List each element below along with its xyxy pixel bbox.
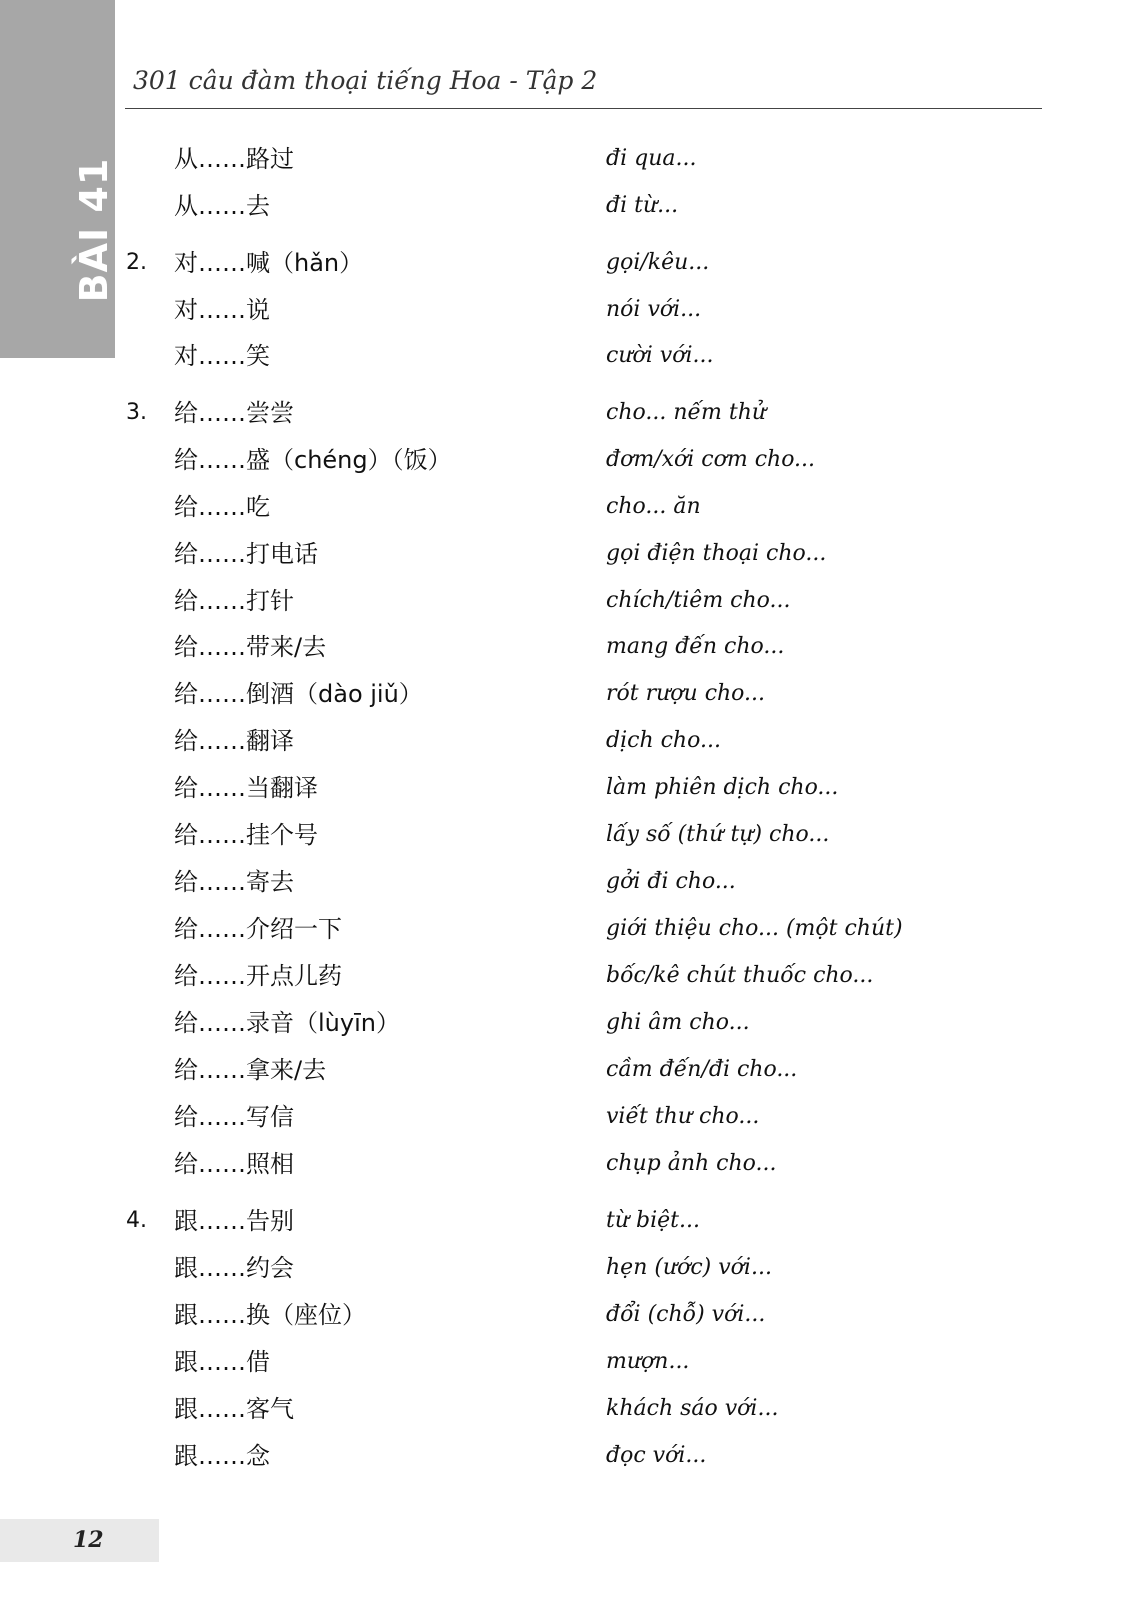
vietnamese-meaning: mang đến cho... <box>606 634 785 659</box>
vocab-row <box>0 1248 1142 1288</box>
vietnamese-meaning: đi qua... <box>606 146 697 171</box>
vocab-row <box>0 1295 1142 1335</box>
vietnamese-meaning: bốc/kê chút thuốc cho... <box>606 963 874 988</box>
chinese-phrase: 跟……换（座位） <box>174 1301 366 1329</box>
chinese-phrase: 对……说 <box>174 296 270 324</box>
vietnamese-meaning: dịch cho... <box>606 728 721 753</box>
vietnamese-meaning: đọc với... <box>606 1443 707 1468</box>
item-number: 4. <box>126 1208 147 1233</box>
vocab-row <box>0 815 1142 855</box>
vocab-row <box>0 627 1142 667</box>
chinese-phrase: 跟……借 <box>174 1348 270 1376</box>
chinese-phrase: 给……盛（chéng）（饭） <box>174 446 452 474</box>
vietnamese-meaning: gọi điện thoại cho... <box>606 541 827 566</box>
chinese-phrase: 给……打电话 <box>174 540 318 568</box>
chinese-phrase: 给……介绍一下 <box>174 915 342 943</box>
chinese-phrase: 跟……告别 <box>174 1207 294 1235</box>
vocab-row <box>0 336 1142 376</box>
running-header: 301 câu đàm thoại tiếng Hoa - Tập 2 <box>133 66 598 95</box>
vocab-row <box>0 768 1142 808</box>
chinese-phrase: 给……吃 <box>174 493 270 521</box>
vocab-row <box>0 1342 1142 1382</box>
vietnamese-meaning: đơm/xới cơm cho... <box>606 447 816 472</box>
vocab-row <box>0 862 1142 902</box>
vocab-row <box>0 487 1142 527</box>
vocab-row <box>0 581 1142 621</box>
vocab-row <box>0 186 1142 226</box>
vocab-row <box>0 1436 1142 1476</box>
vietnamese-meaning: lấy số (thứ tự) cho... <box>606 822 830 847</box>
vietnamese-meaning: từ biệt... <box>606 1208 700 1233</box>
vietnamese-meaning: cho... nếm thử <box>606 400 767 425</box>
vocab-row <box>0 440 1142 480</box>
vietnamese-meaning: cười với... <box>606 343 714 368</box>
chinese-phrase: 给……打针 <box>174 587 294 615</box>
header-rule <box>125 108 1042 109</box>
chinese-phrase: 给……带来/去 <box>174 633 327 661</box>
chinese-phrase: 对……喊（hǎn） <box>174 249 364 277</box>
vietnamese-meaning: giới thiệu cho... (một chút) <box>606 916 903 941</box>
chinese-phrase: 给……倒酒（dào jiǔ） <box>174 680 423 708</box>
vocab-row <box>0 393 1142 433</box>
vietnamese-meaning: hẹn (ước) với... <box>606 1255 772 1280</box>
chinese-phrase: 给……拿来/去 <box>174 1056 327 1084</box>
chinese-phrase: 给……挂个号 <box>174 821 318 849</box>
vocab-row <box>0 1050 1142 1090</box>
lesson-tab-label: BÀI 41 <box>72 157 116 303</box>
vietnamese-meaning: gởi đi cho... <box>606 869 736 894</box>
chinese-phrase: 从……去 <box>174 192 270 220</box>
vietnamese-meaning: cho... ăn <box>606 494 701 519</box>
chinese-phrase: 给……寄去 <box>174 868 294 896</box>
vocab-row <box>0 1389 1142 1429</box>
vietnamese-meaning: đi từ... <box>606 193 679 218</box>
chinese-phrase: 给……翻译 <box>174 727 294 755</box>
vietnamese-meaning: ghi âm cho... <box>606 1010 750 1035</box>
chinese-phrase: 给……尝尝 <box>174 399 294 427</box>
chinese-phrase: 跟……约会 <box>174 1254 294 1282</box>
vocab-row <box>0 534 1142 574</box>
chinese-phrase: 给……写信 <box>174 1103 294 1131</box>
vietnamese-meaning: gọi/kêu... <box>606 250 710 275</box>
vocab-row <box>0 1097 1142 1137</box>
chinese-phrase: 给……录音（lùyīn） <box>174 1009 400 1037</box>
vocab-row <box>0 674 1142 714</box>
vietnamese-meaning: mượn... <box>606 1349 690 1374</box>
page-number: 12 <box>73 1527 104 1553</box>
vocab-row <box>0 1003 1142 1043</box>
chinese-phrase: 从……路过 <box>174 145 294 173</box>
vocab-row <box>0 1201 1142 1241</box>
item-number: 3. <box>126 400 147 425</box>
vietnamese-meaning: nói với... <box>606 297 702 322</box>
vocab-row <box>0 956 1142 996</box>
vocab-row <box>0 1144 1142 1184</box>
vietnamese-meaning: chích/tiêm cho... <box>606 588 791 613</box>
vietnamese-meaning: rót rượu cho... <box>606 681 766 706</box>
vietnamese-meaning: khách sáo với... <box>606 1396 779 1421</box>
vocab-row <box>0 290 1142 330</box>
chinese-phrase: 跟……念 <box>174 1442 270 1470</box>
chinese-phrase: 给……照相 <box>174 1150 294 1178</box>
chinese-phrase: 对……笑 <box>174 342 270 370</box>
vocab-row <box>0 243 1142 283</box>
vietnamese-meaning: cầm đến/đi cho... <box>606 1057 798 1082</box>
vocab-row <box>0 909 1142 949</box>
vietnamese-meaning: viết thư cho... <box>606 1104 760 1129</box>
chinese-phrase: 给……当翻译 <box>174 774 318 802</box>
vocab-row <box>0 721 1142 761</box>
vocab-row <box>0 139 1142 179</box>
vietnamese-meaning: đổi (chỗ) với... <box>606 1302 766 1327</box>
chinese-phrase: 给……开点儿药 <box>174 962 342 990</box>
vietnamese-meaning: chụp ảnh cho... <box>606 1151 777 1176</box>
item-number: 2. <box>126 250 147 275</box>
chinese-phrase: 跟……客气 <box>174 1395 294 1423</box>
vietnamese-meaning: làm phiên dịch cho... <box>606 775 839 800</box>
